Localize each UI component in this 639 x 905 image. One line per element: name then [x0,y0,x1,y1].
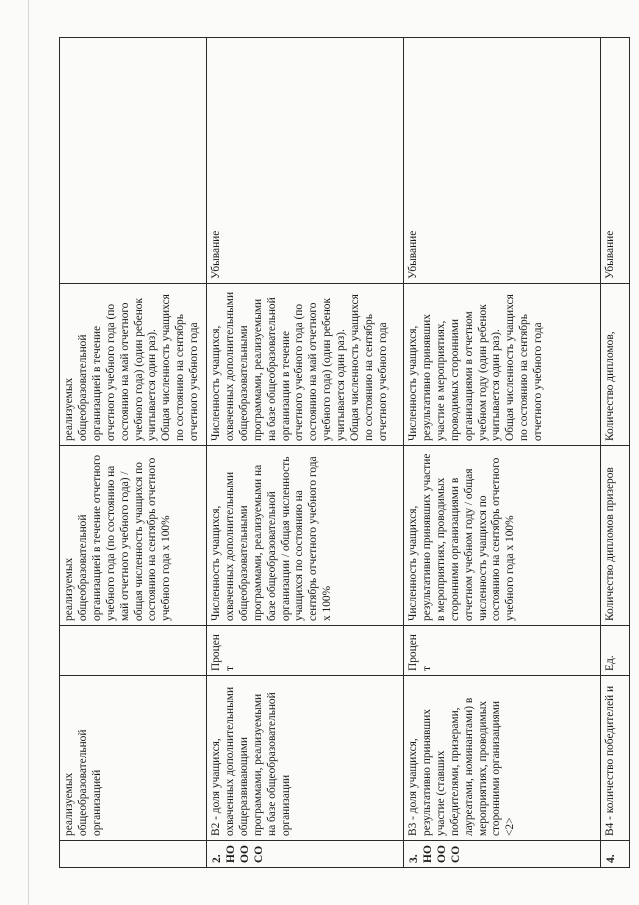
table-row [404,38,601,868]
indicator-name: В4 - количество победителей и [601,676,630,841]
description-cell: Количество дипломов, [601,284,630,446]
table-row [207,38,404,868]
unit-cell: Процент [207,626,404,676]
description-cell: реализуемых общеобразовательной организацией в течение отчетного учебного года (по состоянию на май отчетного учебного года) (один ребенок учитывается один раз). Общая численность учащихся по состоянию на сентябрь отчетного учебного года [60,284,207,446]
trend-cell: Убывание [601,38,630,284]
row-number: 4. [601,841,630,868]
description-cell: Численность учащихся, результативно принявших участие в мероприятиях, проводимых сторонними организациями в отчетном учебном году (один ребенок учитывается один раз). Общая численность учащихся по состоянию на сентябрь отчетного учебного года [404,284,601,446]
formula-cell: Численность учащихся, результативно принявших участие в мероприятиях, проводимых сторонними организациями в отчетном учебном году / общая численность учащихся по состоянию на сентябрь отчетного учебного года х 100% [404,446,601,626]
rotated-table-sheet [59,38,619,868]
scan-edge-line [28,0,29,905]
indicator-name: В2 - доля учащихся, охваченных дополнительными общеразвивающими программами, реализуемыми на базе общеобразовательной организации [207,676,404,841]
row-number: 2. НО ОО СО [207,841,404,868]
indicator-name: реализуемых общеобразовательной организацией [60,676,207,841]
formula-cell: Численность учащихся, охваченных дополнительными общеобразовательными программами, реализуемыми на базе общеобразовательной организации / общая численность учащихся по состоянию на сентябрь отчетного учебного года х 100% [207,446,404,626]
table-row [601,38,630,868]
trend-cell: Убывание [404,38,601,284]
trend-cell: Убывание [207,38,404,284]
description-cell: Численность учащихся, охваченных дополнительными общеобразовательными программами, реализуемыми на базе общеобразовательной организации в течение отчетного учебного года (по состоянию на май отчетного учебного года) (один ребенок учитывается один раз). Общая численность учащихся по состоянию на сентябрь отчетного учебного года [207,284,404,446]
table-row [60,38,207,868]
trend-cell [60,38,207,284]
unit-cell: Ед. [601,626,630,676]
unit-cell [60,626,207,676]
formula-cell: Количество дипломов призеров [601,446,630,626]
row-number: 3. НО ОО СО [404,841,601,868]
indicators-table [59,37,630,868]
row-number [60,841,207,868]
indicator-name: В3 - доля учащихся, результативно принявших участие (ставших победителями, призерами, лауреатами, номинантами) в мероприятиях, проводимых сторонними организациями <2> [404,676,601,841]
unit-cell: Процент [404,626,601,676]
formula-cell: реализуемых общеобразовательной организацией в течение отчетного учебного года (по состоянию на май отчетного учебного года) / общая численность учащихся по состоянию на сентябрь отчетного учебного года х 100% [60,446,207,626]
